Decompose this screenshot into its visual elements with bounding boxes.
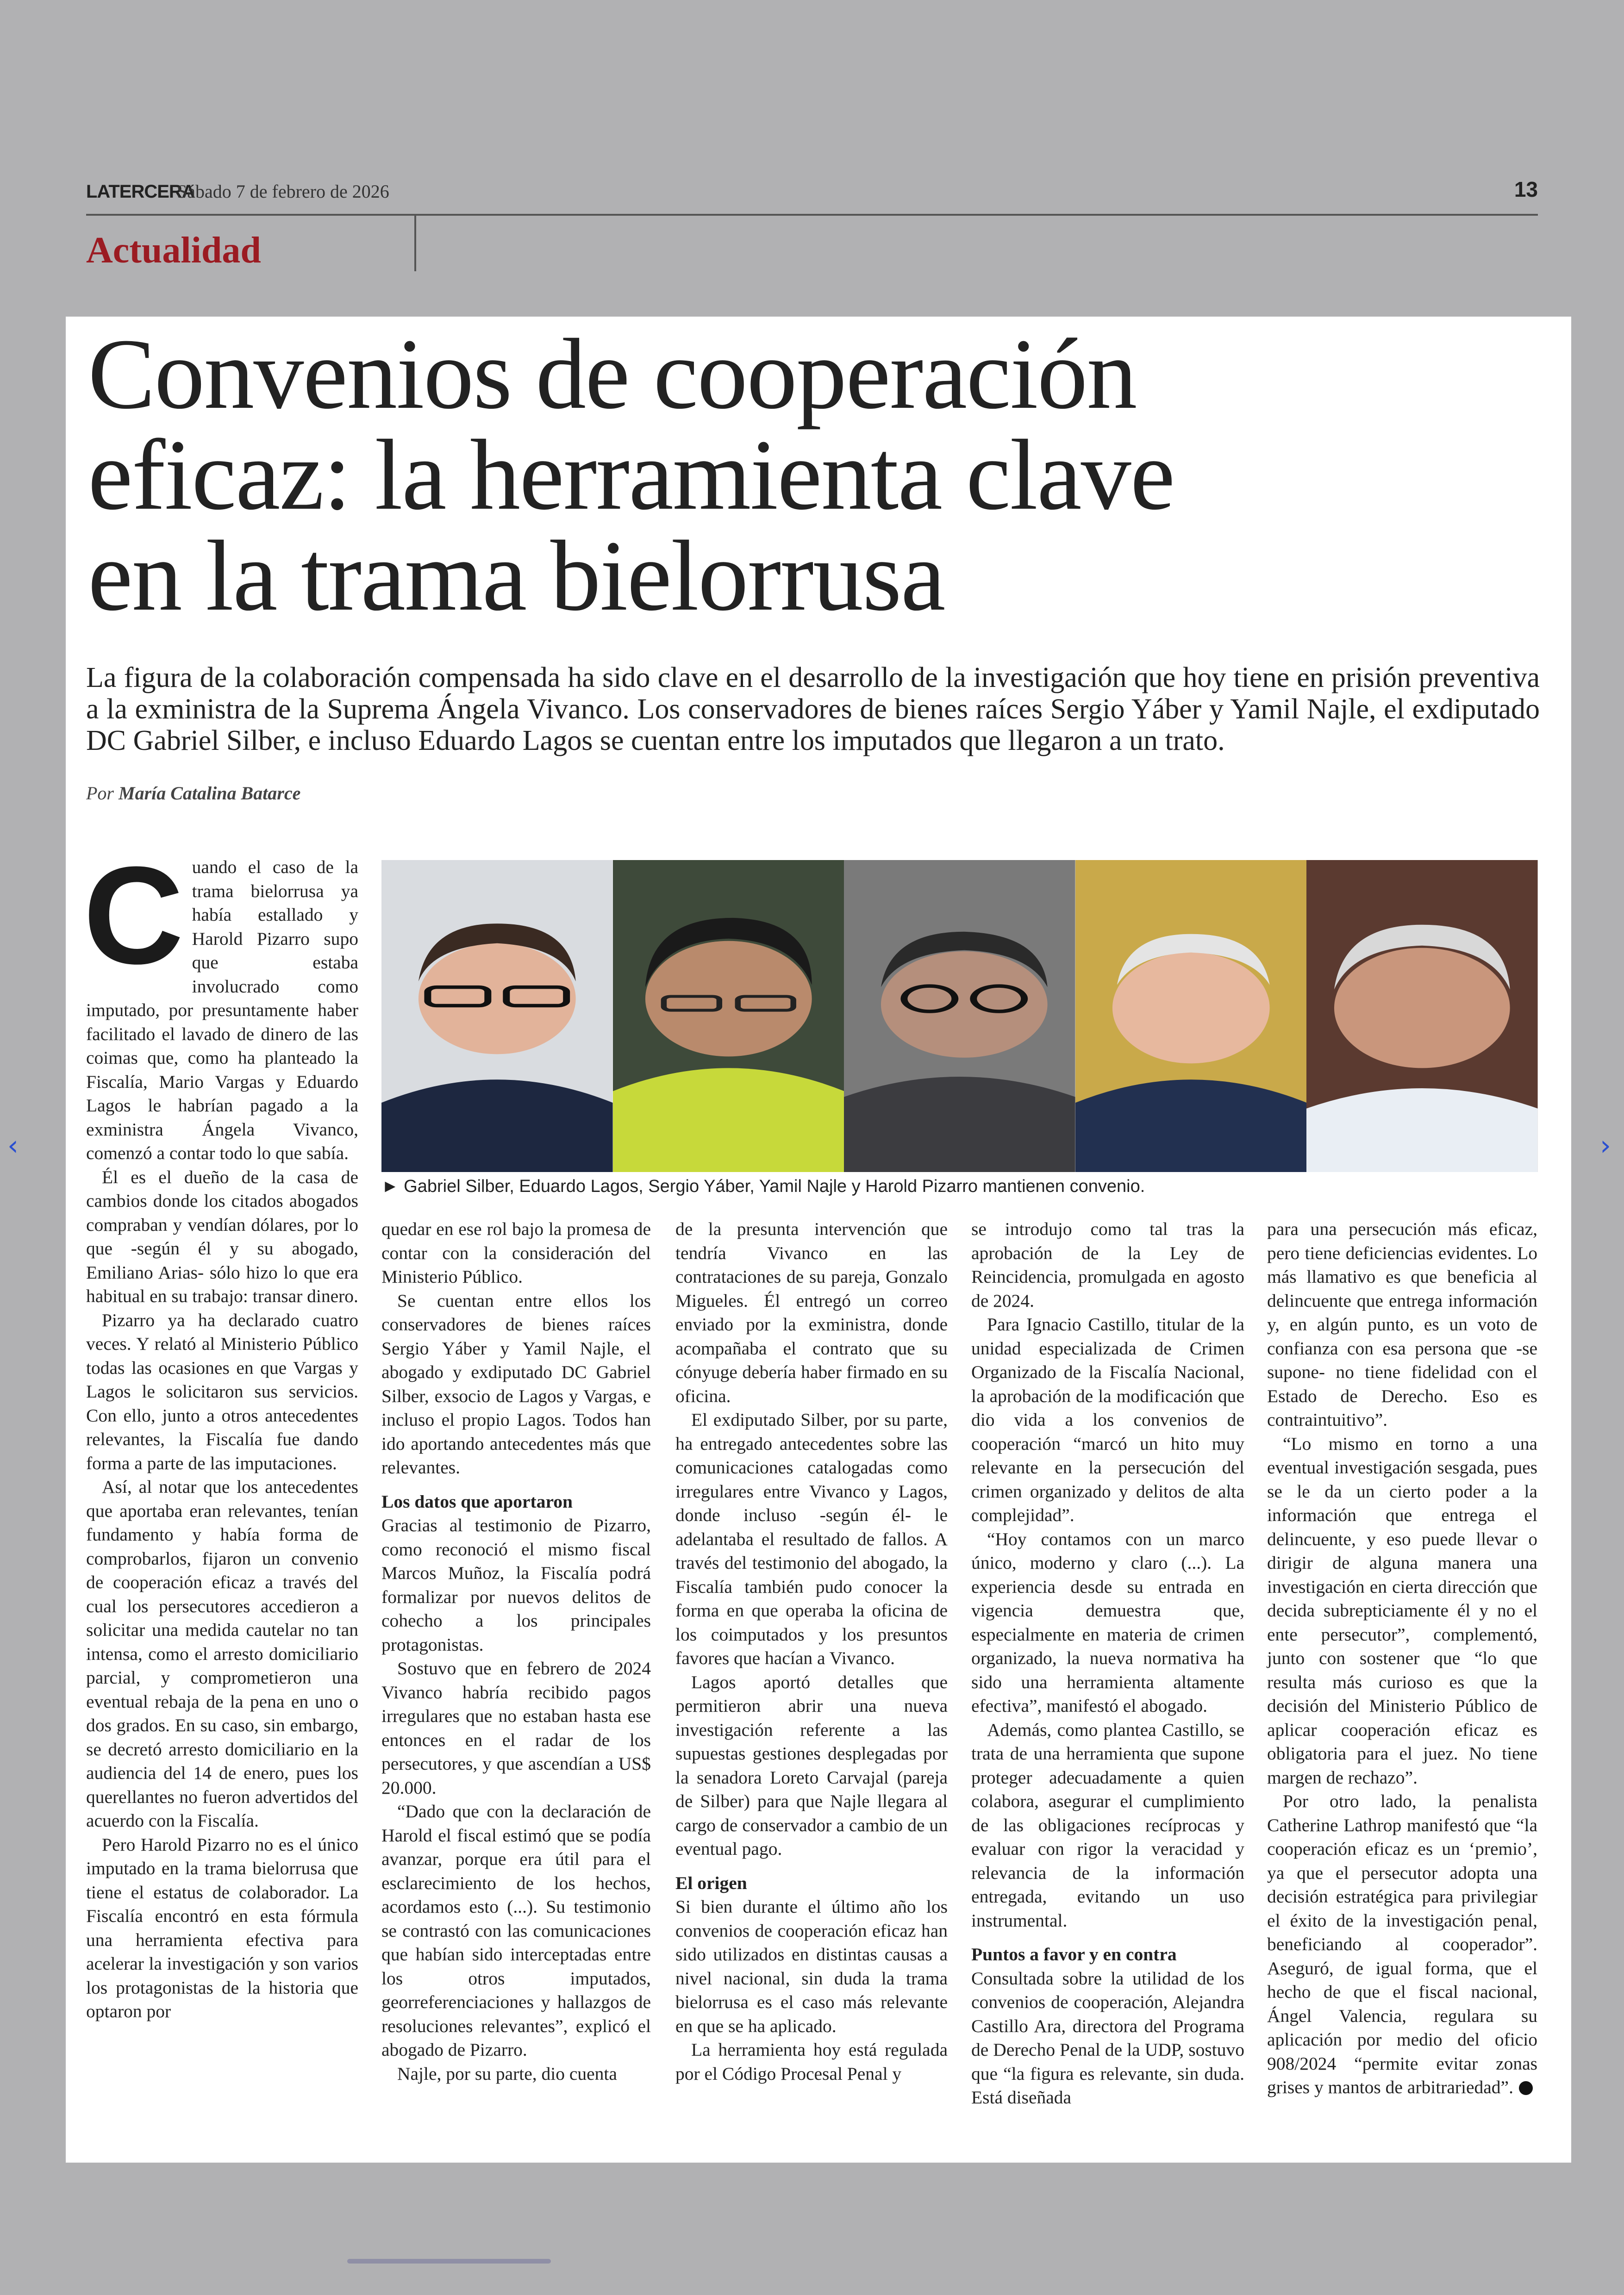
paragraph: quedar en ese rol bajo la promesa de contar con la consideración del Ministerio Público.	[381, 1219, 651, 1287]
byline-author: María Catalina Batarce	[119, 783, 301, 804]
paragraph: Pero Harold Pizarro no es el único imputado en la trama bielorrusa que tiene el estatus de colaborador. La Fiscalía encontró en esta fórmula una herramienta efectiva para acelerar la investigación y son varios los protagonistas de la historia que optaron por	[86, 1834, 358, 2021]
paragraph: Consultada sobre la utilidad de los convenios de cooperación, Alejandra Castillo Ara, directora del Programa de Derecho Penal de la UDP, sostuvo que “la figura es relevante, sin duda. Está diseñada	[971, 1968, 1244, 2108]
paragraph: Él es el dueño de la casa de cambios donde los citados abogados compraban y vendían dólares, por lo que -según él y su abogado, Emiliano Arias- sólo hizo lo que era habitual en su trabajo: transar dinero.	[86, 1166, 358, 1306]
headline	[88, 318, 1523, 632]
paragraph: “Dado que con la declaración de Harold el fiscal estimó que se podía avanzar, porque era útil para el esclarecimiento de los hechos, acordamos esto (...). Su testimonio se contrastó con las comunicaciones que habían sido interceptadas entre los otros imputados, georreferenciaciones y hallazgos de resoluciones relevantes”, explicó el abogado de Pizarro.	[381, 1801, 651, 2060]
byline	[86, 782, 300, 804]
scrollbar-thumb[interactable]	[347, 2259, 551, 2264]
paragraph: Si bien durante el último año los convenios de cooperación eficaz han sido utilizados en distintas causas a nivel nacional, sin duda la trama bielorrusa es el caso más relevante en que se ha aplicado.	[675, 1896, 948, 2036]
issue-date: Sábado 7 de febrero de 2026	[177, 181, 389, 202]
paragraph: Se cuentan entre ellos los conservadores de bienes raíces Sergio Yáber y Yamil Najle, el abogado y exdiputado DC Gabriel Silber, exsocio de Lagos y Vargas, e incluso el propio Lagos. Todos han ido aportando antecedentes más que relevantes.	[381, 1290, 651, 1478]
paragraph: Lagos aportó detalles que permitieron abrir una nueva investigación referente a las supuestas gestiones desplegadas por la senadora Loreto Carvajal (pareja de Silber) para que Najle llegara al cargo de conservador a cambio de un eventual pago.	[675, 1671, 948, 1859]
photo-gabriel-silber	[381, 860, 613, 1172]
paragraph-text: Por otro lado, la penalista Catherine Lathrop manifestó que “la cooperación eficaz es un ‘premio’, ya que el persecutor adopta una decisión estratégica para privilegiar el éxito de la investigación penal, beneficiando al cooperador”. Aseguró, de igual forma, que el hecho de que el fiscal nacional, Ángel Valencia, regulara su aplicación por medio del oficio 908/2024 “permite evitar zonas grises y mantos de arbitrariedad”.	[1267, 1791, 1537, 2097]
headline-line-1: Convenios de cooperación	[88, 318, 1137, 430]
paragraph: uando el caso de la trama bielorrusa ya había estallado y Harold Pizarro supo que estaba involucrado como imputado, por presuntamente haber facilitado el lavado de dinero de las coimas que, como ha planteado la Fiscalía, Mario Vargas y Eduardo Lagos le habrían pagado a la exministra Ángela Vivanco, comenzó a contar todo lo que sabía.	[86, 857, 358, 1163]
column-4	[971, 1217, 1244, 2110]
photo-caption: ► Gabriel Silber, Eduardo Lagos, Sergio Yáber, Yamil Najle y Harold Pizarro mantienen convenio.	[381, 1177, 1145, 1196]
paragraph: se introdujo como tal tras la aprobación de la Ley de Reincidencia, promulgada en agosto de 2024.	[971, 1219, 1244, 1311]
previous-page-button[interactable]: ‹	[7, 1129, 19, 1162]
section-title: Actualidad	[86, 230, 261, 271]
drop-cap: C	[83, 837, 184, 993]
masthead	[86, 176, 1538, 215]
paragraph: “Lo mismo en torno a una eventual investigación sesgada, pues se le da un cierto poder a la información que entrega el delincuente, y eso puede llevar o dirigir de alguna manera una investigación en cierta dirección que decida subrepticiamente él y no el ente persecutor”, complementó, junto con sostener que “lo que resulta más curioso es que la decisión del Ministerio Público de aplicar cooperación eficaz es obligatoria para el juez. No tiene margen de rechazo”.	[1267, 1433, 1537, 1788]
page-number: 13	[1514, 177, 1538, 201]
paragraph: Sostuvo que en febrero de 2024 Vivanco habría recibido pagos irregulares que no estaban hasta ese entonces en el radar de los persecutores, y que ascendían a US$ 20.000.	[381, 1658, 651, 1798]
page-scrollbar[interactable]	[347, 2259, 1273, 2264]
paragraph	[1267, 1790, 1537, 2100]
column-2	[381, 1217, 651, 2086]
column-3	[675, 1217, 948, 2086]
lead-paragraph: La figura de la colaboración compensada ha sido clave en el desarrollo de la investigación que hoy tiene en prisión preventiva a la exministra de la Suprema Ángela Vivanco. Los conservadores de bienes raíces Sergio Yáber y Yamil Najle, el exdiputado DC Gabriel Silber, e incluso Eduardo Lagos se cuentan entre los imputados que llegaron a un trato.	[86, 662, 1540, 756]
header-rule	[86, 214, 1538, 216]
column-5	[1267, 1217, 1537, 2100]
paragraph: Así, al notar que los antecedentes que aportaba eran relevantes, tenían fundamento y había forma de comprobarlos, fijaron un convenio de cooperación eficaz a través del cual los persecutores accedieron a solicitar una medida cautelar no tan intensa, como el arresto domiciliario parcial, y comprometieron una eventual rebaja de la pena en uno o dos grados. En su caso, sin embargo, se decretó arresto domiciliario en la audiencia del 14 de enero, pues los querellantes no fueron advertidos del acuerdo con la Fiscalía.	[86, 1477, 358, 1831]
subheading-datos: Los datos que aportaron	[381, 1491, 573, 1512]
subheading-puntos: Puntos a favor y en contra	[971, 1944, 1177, 1964]
photo-yamil-najle	[1075, 860, 1307, 1172]
paragraph: Además, como plantea Castillo, se trata de una herramienta que supone proteger adecuadamente a quien colabora, asegurar el cumplimiento de las obligaciones recíprocas y evaluar con rigor la veracidad y relevancia de la información entregada, evitando un uso instrumental.	[971, 1719, 1244, 1931]
paragraph: Pizarro ya ha declarado cuatro veces. Y relató al Ministerio Público todas las ocasiones en que Vargas y Lagos le solicitaron sus servicios. Con ello, junto a otros antecedentes relevantes, la Fiscalía fue dando forma a parte de las imputaciones.	[86, 1310, 358, 1473]
headline-line-3: en la trama bielorrusa	[88, 520, 945, 632]
photo-eduardo-lagos	[613, 860, 844, 1172]
photo-sergio-yaber	[844, 860, 1075, 1172]
photo-strip	[381, 860, 1538, 1172]
byline-prefix: Por	[86, 783, 114, 804]
paragraph: El exdiputado Silber, por su parte, ha entregado antecedentes sobre las comunicaciones catalogadas como irregulares entre Vivanco y Lagos, donde incluso -según él- le adelantaba el resultado de fallos. A través del testimonio del abogado, la Fiscalía también pudo conocer la forma en que operaba la oficina de los coimputados y los presuntos favores que hacían a Vivanco.	[675, 1409, 948, 1668]
paragraph: Gracias al testimonio de Pizarro, como reconoció el mismo fiscal Marcos Muñoz, la Fiscalía podrá formalizar por nuevos delitos de cohecho a los principales protagonistas.	[381, 1515, 651, 1655]
paragraph: La herramienta hoy está regulada por el Código Procesal Penal y	[675, 2039, 948, 2084]
paragraph: para una persecución más eficaz, pero tiene deficiencias evidentes. Lo más llamativo es que beneficia al delincuente que entrega información y, en algún punto, es un voto de confianza con esa persona que -se supone- no tiene fidelidad con el Estado de Derecho. Eso es contraintuitivo”.	[1267, 1219, 1537, 1430]
column-1	[83, 837, 358, 2024]
paragraph: Para Ignacio Castillo, titular de la unidad especializada de Crimen Organizado de la Fiscalía Nacional, la aprobación de la modificación que dio vida a los convenios de cooperación “marcó un hito muy relevante en la persecución del crimen organizado y delitos de alta complejidad”.	[971, 1314, 1244, 1525]
next-page-button[interactable]: ›	[1600, 1129, 1611, 1162]
end-mark-icon	[1519, 2081, 1533, 2095]
paragraph: de la presunta intervención que tendría Vivanco en las contrataciones de su pareja, Gonzalo Migueles. Él entregó un correo enviado por la exministra, donde acompañaba el contrato que su cónyuge debería haber firmado en su oficina.	[675, 1219, 948, 1406]
headline-line-2: eficaz: la herramienta clave	[88, 419, 1174, 531]
publication-name: LATERCERA	[86, 181, 195, 202]
photo-harold-pizarro	[1306, 860, 1538, 1172]
paragraph: Najle, por su parte, dio cuenta	[397, 2063, 617, 2084]
section-divider	[414, 216, 416, 271]
subheading-origen: El origen	[675, 1872, 747, 1893]
paragraph: “Hoy contamos con un marco único, moderno y claro (...). La experiencia desde su entrada en vigencia demuestra que, especialmente en materia de crimen organizado, la nueva normativa ha sido una herramienta altamente efectiva”, manifestó el abogado.	[971, 1528, 1244, 1716]
